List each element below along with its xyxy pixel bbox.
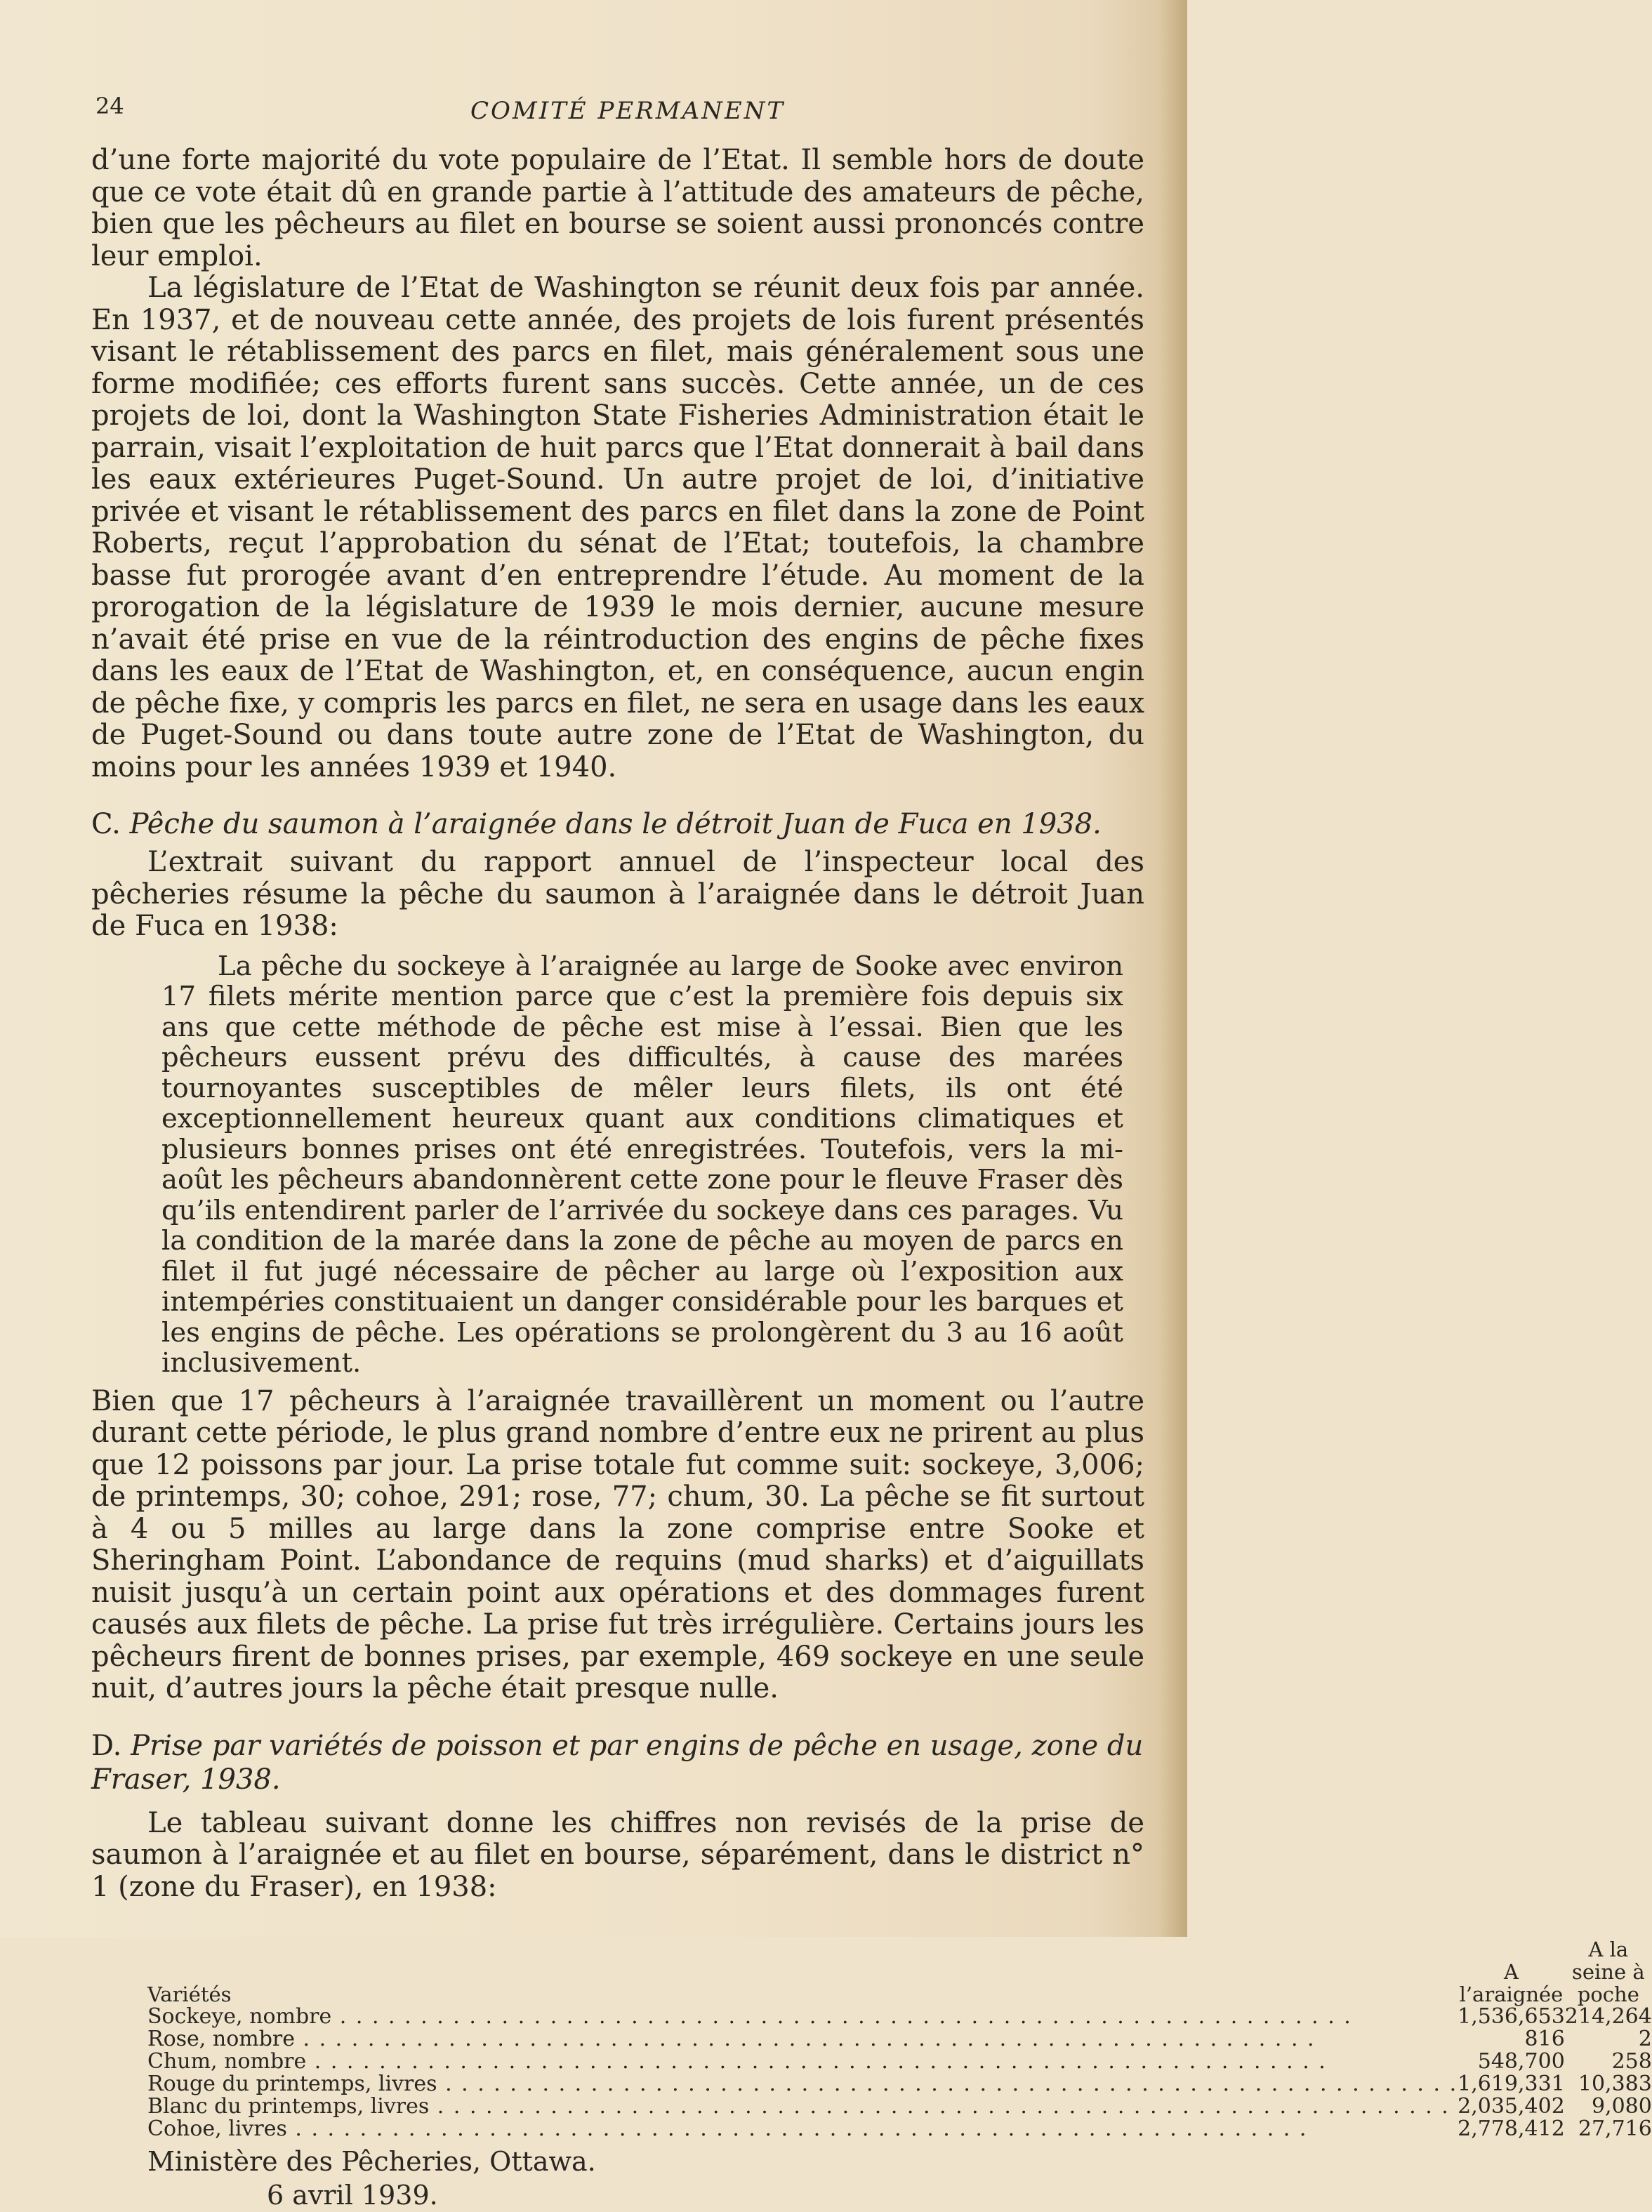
table-row: [147, 2095, 1652, 2118]
paragraph-2: La législature de l’Etat de Washington se réunit deux fois par année. En 1937, et de nouveau cette année, des projets de lois furent présentés visant le rétablissement des parcs en filet, mais généralement sous une forme modifiée; ces efforts furent sans succès. Cette année, un de ces projets de loi, dont la Washington State Fisheries Administration était le parrain, visait l’exploitation de huit parcs que l’Etat donnerait à bail dans les eaux extérieures Puget-Sound. Un autre projet de loi, d’initiative privée et visant le rétablissement des parcs en filet dans la zone de Point Roberts, reçut l’approbation du sénat de l’Etat; toutefois, la chambre basse fut prorogée avant d’en entreprendre l’étude. Au moment de la prorogation de la législature de 1939 le mois dernier, aucune mesure n’avait été prise en vue de la réintroduction des engins de pêche fixes dans les eaux de l’Etat de Washington, et, en conséquence, aucun engin de pêche fixe, y compris les parcs en filet, ne sera en usage dans les eaux de Puget-Sound ou dans toute autre zone de l’Etat de Washington, du moins pour les années 1939 et 1940.: [91, 272, 1144, 783]
row-variety: Rouge du printemps, livres . . .: [147, 2073, 1458, 2095]
row-variety: Rose, nombre . . .: [147, 2028, 1458, 2051]
row-purse-seine-value: 2: [1638, 2027, 1652, 2051]
catch-table-wrapper: [91, 1938, 1652, 2141]
row-gillnet-value: 816: [1524, 2027, 1565, 2051]
page-body: [91, 144, 1652, 2212]
table-row: [147, 2028, 1652, 2051]
section-d-heading: [91, 1729, 1144, 1796]
ministry-name: Ministère des Pêcheries, Ottawa.: [147, 2146, 596, 2177]
table-row: [147, 2118, 1652, 2140]
row-gillnet-value: 548,700: [1477, 2049, 1565, 2074]
signature-date: 6 avril 1939.: [267, 2180, 438, 2211]
row-purse-seine-value: 10,383: [1578, 2072, 1652, 2096]
row-purse-seine-value: 214,264: [1564, 2004, 1652, 2029]
row-purse-seine-value: 27,716: [1578, 2117, 1652, 2141]
page-edge-shadow: [1159, 0, 1187, 1937]
table-row: [147, 2073, 1652, 2095]
header-variety: Variétés: [147, 1982, 232, 2006]
header-gillnet: A l’araignée: [1459, 1960, 1564, 2006]
catch-table: [147, 1938, 1652, 2140]
row-variety: Cohoe, livres . . .: [147, 2118, 1458, 2140]
row-gillnet-value: 1,536,653: [1458, 2004, 1565, 2029]
page-header: [91, 86, 1096, 125]
row-purse-seine-value: 258: [1611, 2049, 1652, 2074]
paragraph-3: L’extrait suivant du rapport annuel de l’inspecteur local des pêcheries résume la pêche du saumon à l’araignée dans le détroit Juan de Fuca en 1938:: [91, 846, 1144, 942]
block-quote: La pêche du sockeye à l’araignée au large de Sooke avec environ 17 filets mérite mention parce que c’est la première fois depuis six ans que cette méthode de pêche est mise à l’essai. Bien que les pêcheurs eussent prévu des difficultés, à cause des marées tournoyantes susceptibles de mêler leurs filets, ils ont été exceptionnellement heureux quant aux conditions climatiques et plusieurs bonnes prises ont été enregistrées. Toutefois, vers la mi-août les pêcheurs abandonnèrent cette zone pour le fleuve Fraser dès qu’ils entendirent parler de l’arrivée du sockeye dans ces parages. Vu la condition de la marée dans la zone de pêche au moyen de parcs en filet il fut jugé nécessaire de pêcher au large où l’exposition aux intempéries constituaient un danger considérable pour les barques et les engins de pêche. Les opérations se prolongèrent du 3 au 16 août inclusivement.: [161, 950, 1123, 1379]
section-c-heading: [91, 807, 1144, 841]
section-c-title: Pêche du saumon à l’araignée dans le détroit Juan de Fuca en 1938.: [129, 808, 1102, 840]
page-number: 24: [95, 93, 124, 119]
signature-block: [147, 2145, 1144, 2212]
row-variety: Blanc du printemps, livres . . .: [147, 2095, 1458, 2118]
section-d-title: Prise par variétés de poisson et par engins de pêche en usage, zone du Fraser, 1938.: [91, 1729, 1144, 1796]
row-gillnet-value: 2,778,412: [1458, 2117, 1565, 2141]
paragraph-1: d’une forte majorité du vote populaire de l’Etat. Il semble hors de doute que ce vote était dû en grande partie à l’attitude des amateurs de pêche, bien que les pêcheurs au filet en bourse se soient aussi prononcés contre leur emploi.: [91, 144, 1144, 272]
row-gillnet-value: 1,619,331: [1458, 2072, 1565, 2096]
paragraph-5: Le tableau suivant donne les chiffres non revisés de la prise de saumon à l’araignée et au filet en bourse, séparément, dans le district n° 1 (zone du Fraser), en 1938:: [91, 1806, 1144, 1903]
running-head: COMITÉ PERMANENT: [470, 97, 786, 125]
section-c-letter: C.: [91, 808, 121, 840]
table-row: [147, 2051, 1652, 2073]
row-variety: Chum, nombre . . .: [147, 2051, 1458, 2073]
paragraph-4: Bien que 17 pêcheurs à l’araignée travaillèrent un moment ou l’autre durant cette période, le plus grand nombre d’entre eux ne prirent au plus que 12 poissons par jour. La prise totale fut comme suit: sockeye, 3,006; de printemps, 30; cohoe, 291; rose, 77; chum, 30. La pêche se fit surtout à 4 ou 5 milles au large dans la zone comprise entre Sooke et Sheringham Point. L’abondance de requins (mud sharks) et d’aiguillats nuisit jusqu’à un certain point aux opérations et des dommages furent causés aux filets de pêche. La prise fut très irrégulière. Certains jours les pêcheurs firent de bonnes prises, par exemple, 469 sockeye en une seule nuit, d’autres jours la pêche était presque nulle.: [91, 1384, 1144, 1704]
row-purse-seine-value: 9,080: [1591, 2094, 1652, 2119]
row-variety: Sockeye, nombre . . .: [147, 2006, 1458, 2028]
header-purse-seine: A la seine à poche: [1571, 1938, 1645, 2006]
section-d-letter: D.: [91, 1729, 122, 1762]
row-gillnet-value: 2,035,402: [1458, 2094, 1565, 2119]
table-header-row: [147, 1938, 1652, 2006]
table-row: [147, 2006, 1652, 2028]
